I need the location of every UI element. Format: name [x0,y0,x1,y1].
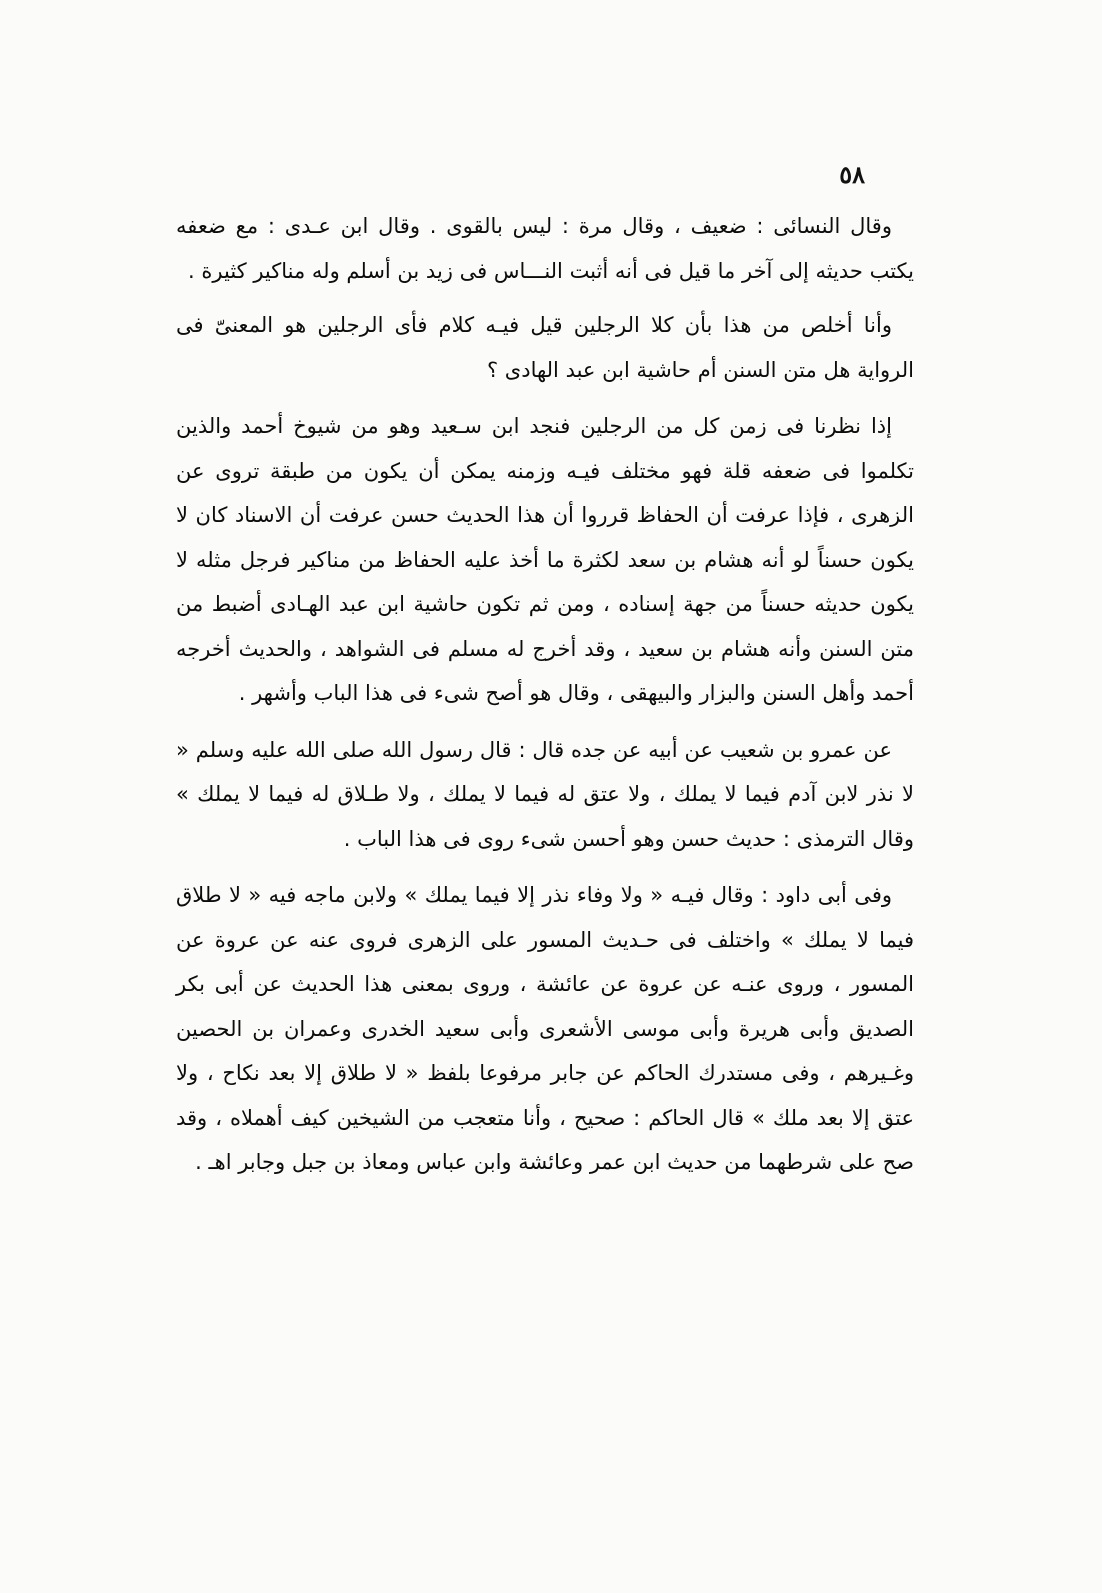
page-body [176,204,914,1185]
paragraph-hadith-amr: عن عمرو بن شعيب عن أبيه عن جده قال : قال رسول الله صلى الله عليه وسلم « لا نذر لابن آدم فيما لا يملك ، ولا عتق له فيما لا يملك ، ولا طـلاق له فيما لا يملك » وقال الترمذى : حديث حسن وهو أحسن شىء روى فى هذا الباب . [176,737,914,851]
paragraph-analysis: إذا نظرنا فى زمن كل من الرجلين فنجد ابن سـعيد وهو من شيوخ أحمد والذين تكلموا فى ضعفه قلة فهو مختلف فيـه وزمنه يمكن أن يكون من طبقة تروى عن الزهرى ، فإذا عرفت أن الحفاظ قرروا أن هذا الحديث حسن عرفت أن الاسناد كان لا يكون حسناً لو أنه هشام بن سعد لكثرة ما أخذ عليه الحفاظ من مناكير فرجل مثله لا يكون حديثه حسناً من جهة إسناده ، ومن ثم تكون حاشية ابن عبد الهـادى أضبط من متن السنن وأنه هشام بن سعيد ، وقد أخرج له مسلم فى الشواهد ، والحديث أخرجه أحمد وأهل السنن والبزار والبيهقى ، وقال هو أصح شىء فى هذا الباب وأشهر . [176,414,914,705]
paragraph-two-men-question: وأنا أخلص من هذا بأن كلا الرجلين قيل فيـه كلام فأى الرجلين هو المعنىّ فى الرواية هل متن السنن أم حاشية ابن عبد الهادى ؟ [176,313,914,382]
paragraph-nasai-opinion: وقال النسائى : ضعيف ، وقال مرة : ليس بالقوى . وقال ابن عـدى : مع ضعفه يكتب حديثه إلى آخر ما قيل فى أنه أثبت النـــاس فى زيد بن أسلم وله مناكير كثيرة . [176,214,914,283]
page-number: ٥٨ [839,160,865,189]
paragraph-abu-dawud: وفى أبى داود : وقال فيـه « ولا وفاء نذر إلا فيما يملك » ولابن ماجه فيه « لا طلاق فيما لا يملك » واختلف فى حـديث المسور على الزهرى فروى عنه عن عروة عن المسور ، وروى عنـه عن عروة عن عائشة ، وروى بمعنى هذا الحديث عن أبى بكر الصديق وأبى هريرة وأبى موسى الأشعرى وأبى سعيد الخدرى وعمران بن الحصين وغـيرهم ، وفى مستدرك الحاكم عن جابر مرفوعا بلفظ « لا طلاق إلا بعد نكاح ، ولا عتق إلا بعد ملك » قال الحاكم : صحيح ، وأنا متعجب من الشيخين كيف أهملاه ، وقد صح على شرطهما من حديث ابن عمر وعائشة وابن عباس ومعاذ بن جبل وجابر اهـ . [176,883,914,1174]
